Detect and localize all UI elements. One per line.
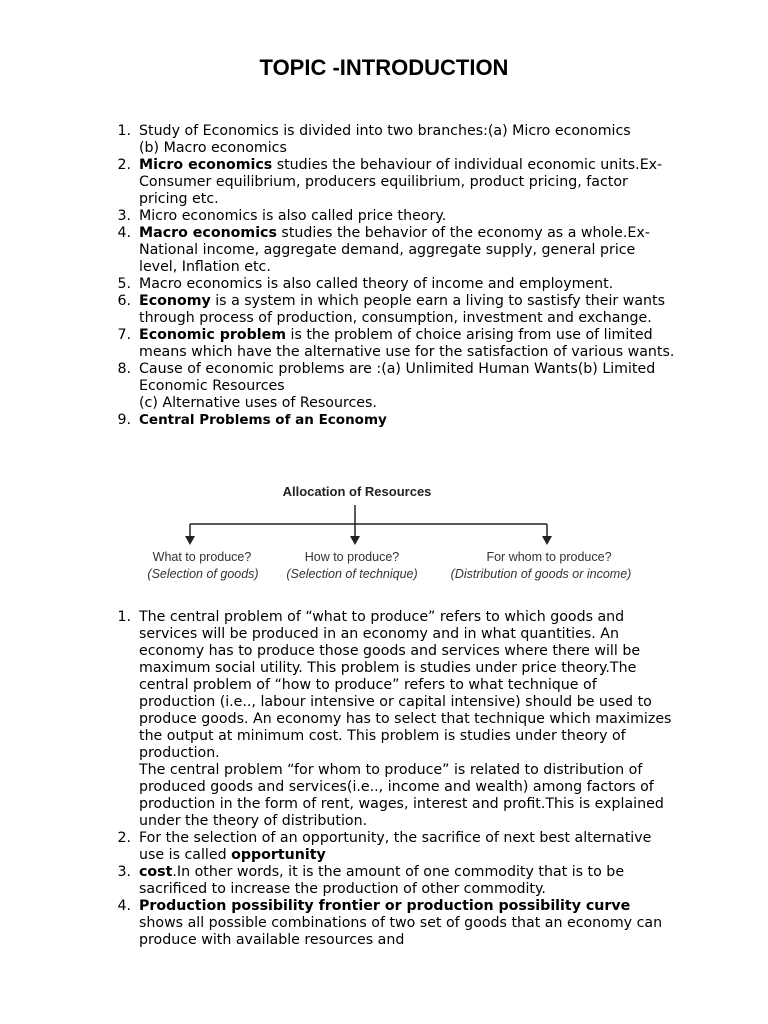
item-text: Study of Economics is divided into two branches:(a) Micro economics (139, 123, 631, 139)
item-term: Micro economics (139, 157, 273, 173)
item-text: is the problem of choice arising from use of limited means which have the alternative use for the satisfaction of various wants. (139, 327, 675, 360)
item-text: (b) Macro economics (139, 140, 287, 156)
item-term: Central Problems of an Economy (139, 412, 387, 428)
list-item (110, 123, 675, 157)
list-item (110, 864, 675, 898)
item-number: 3. (117, 208, 131, 224)
item-number: 7. (117, 327, 131, 343)
item-text: studies the behaviour of individual economic units.Ex-Consumer equilibrium, producers equilibrium, product pricing, factor pricing etc. (139, 157, 663, 207)
item-text: is a system in which people earn a living to sastisfy their wants through process of production, consumption, investment and exchange. (139, 293, 666, 326)
node-sub: (Selection of technique) (286, 567, 418, 581)
list-item (110, 830, 675, 864)
node-sub: (Selection of goods) (147, 567, 259, 581)
node-label: What to produce? (152, 550, 252, 564)
item-number: 8. (117, 361, 131, 377)
list-item (110, 609, 675, 830)
item-text: shows all possible combinations of two set of goods that an economy can produce with available resources and (139, 915, 663, 948)
item-text: For the selection of an opportunity, the sacrifice of next best alternative use is called (139, 830, 652, 863)
list-item (110, 157, 675, 208)
item-text: Micro economics is also called price theory. (139, 208, 447, 224)
item-number: 6. (117, 293, 131, 309)
item-number: 1. (117, 609, 131, 625)
page-title: TOPIC -INTRODUCTION (259, 55, 509, 80)
intro-list (110, 123, 675, 429)
diagram-arrowhead (185, 536, 195, 545)
item-text: The central problem “for whom to produce” is related to distribution of produced goods and services(i.e.., income and wealth) among factors of production in the form of rent, wages, interest and profit.This is explained under the theory of distribution. (139, 762, 664, 829)
item-text: Macro economics is also called theory of income and employment. (139, 276, 614, 292)
list-item (110, 276, 675, 293)
list-item (110, 361, 675, 412)
item-text: studies the behavior of the economy as a whole.Ex- National income, aggregate demand, aggregate supply, general price level, Inflation etc. (139, 225, 650, 275)
node-label: For whom to produce? (486, 550, 612, 564)
item-term: Macro economics (139, 225, 277, 241)
item-text: .In other words, it is the amount of one commodity that is to be sacrificed to increase the production of other commodity. (139, 864, 625, 897)
item-term: opportunity (231, 847, 326, 863)
central-problems-list (110, 609, 675, 949)
list-item (110, 225, 675, 276)
node-sub: (Distribution of goods or income) (450, 567, 632, 581)
item-text: (c) Alternative uses of Resources. (139, 395, 377, 411)
diagram-title: Allocation of Resources (282, 484, 432, 499)
item-number: 3. (117, 864, 131, 880)
node-label: How to produce? (304, 550, 400, 564)
diagram-arrowhead (350, 536, 360, 545)
item-number: 5. (117, 276, 131, 292)
item-number: 2. (117, 157, 131, 173)
item-text: Cause of economic problems are :(a) Unlimited Human Wants(b) Limited Economic Resources (139, 361, 656, 394)
item-number: 9. (117, 412, 131, 428)
diagram-arrowhead (542, 536, 552, 545)
item-number: 4. (117, 898, 131, 914)
item-term: cost (139, 864, 173, 880)
item-number: 1. (117, 123, 131, 139)
list-item (110, 412, 675, 429)
allocation-diagram (140, 480, 660, 590)
item-term: Economy (139, 293, 211, 309)
list-item (110, 898, 675, 949)
item-term: Economic problem (139, 327, 287, 343)
item-number: 2. (117, 830, 131, 846)
item-number: 4. (117, 225, 131, 241)
item-term: Production possibility frontier or production possibility curve (139, 898, 631, 914)
list-item (110, 293, 675, 327)
list-item (110, 208, 675, 225)
list-item (110, 327, 675, 361)
item-text: The central problem of “what to produce” refers to which goods and services will be produced in an economy and in what quantities. An economy has to produce those goods and services where there will be maximum social utility. This problem is studies under price theory.The central problem of “how to produce” refers to what technique of production (i.e.., labour intensive or capital intensive) should be used to produce goods. An economy has to select that technique which maximizes the output at minimum cost. This problem is studies under theory of production. (139, 609, 672, 761)
